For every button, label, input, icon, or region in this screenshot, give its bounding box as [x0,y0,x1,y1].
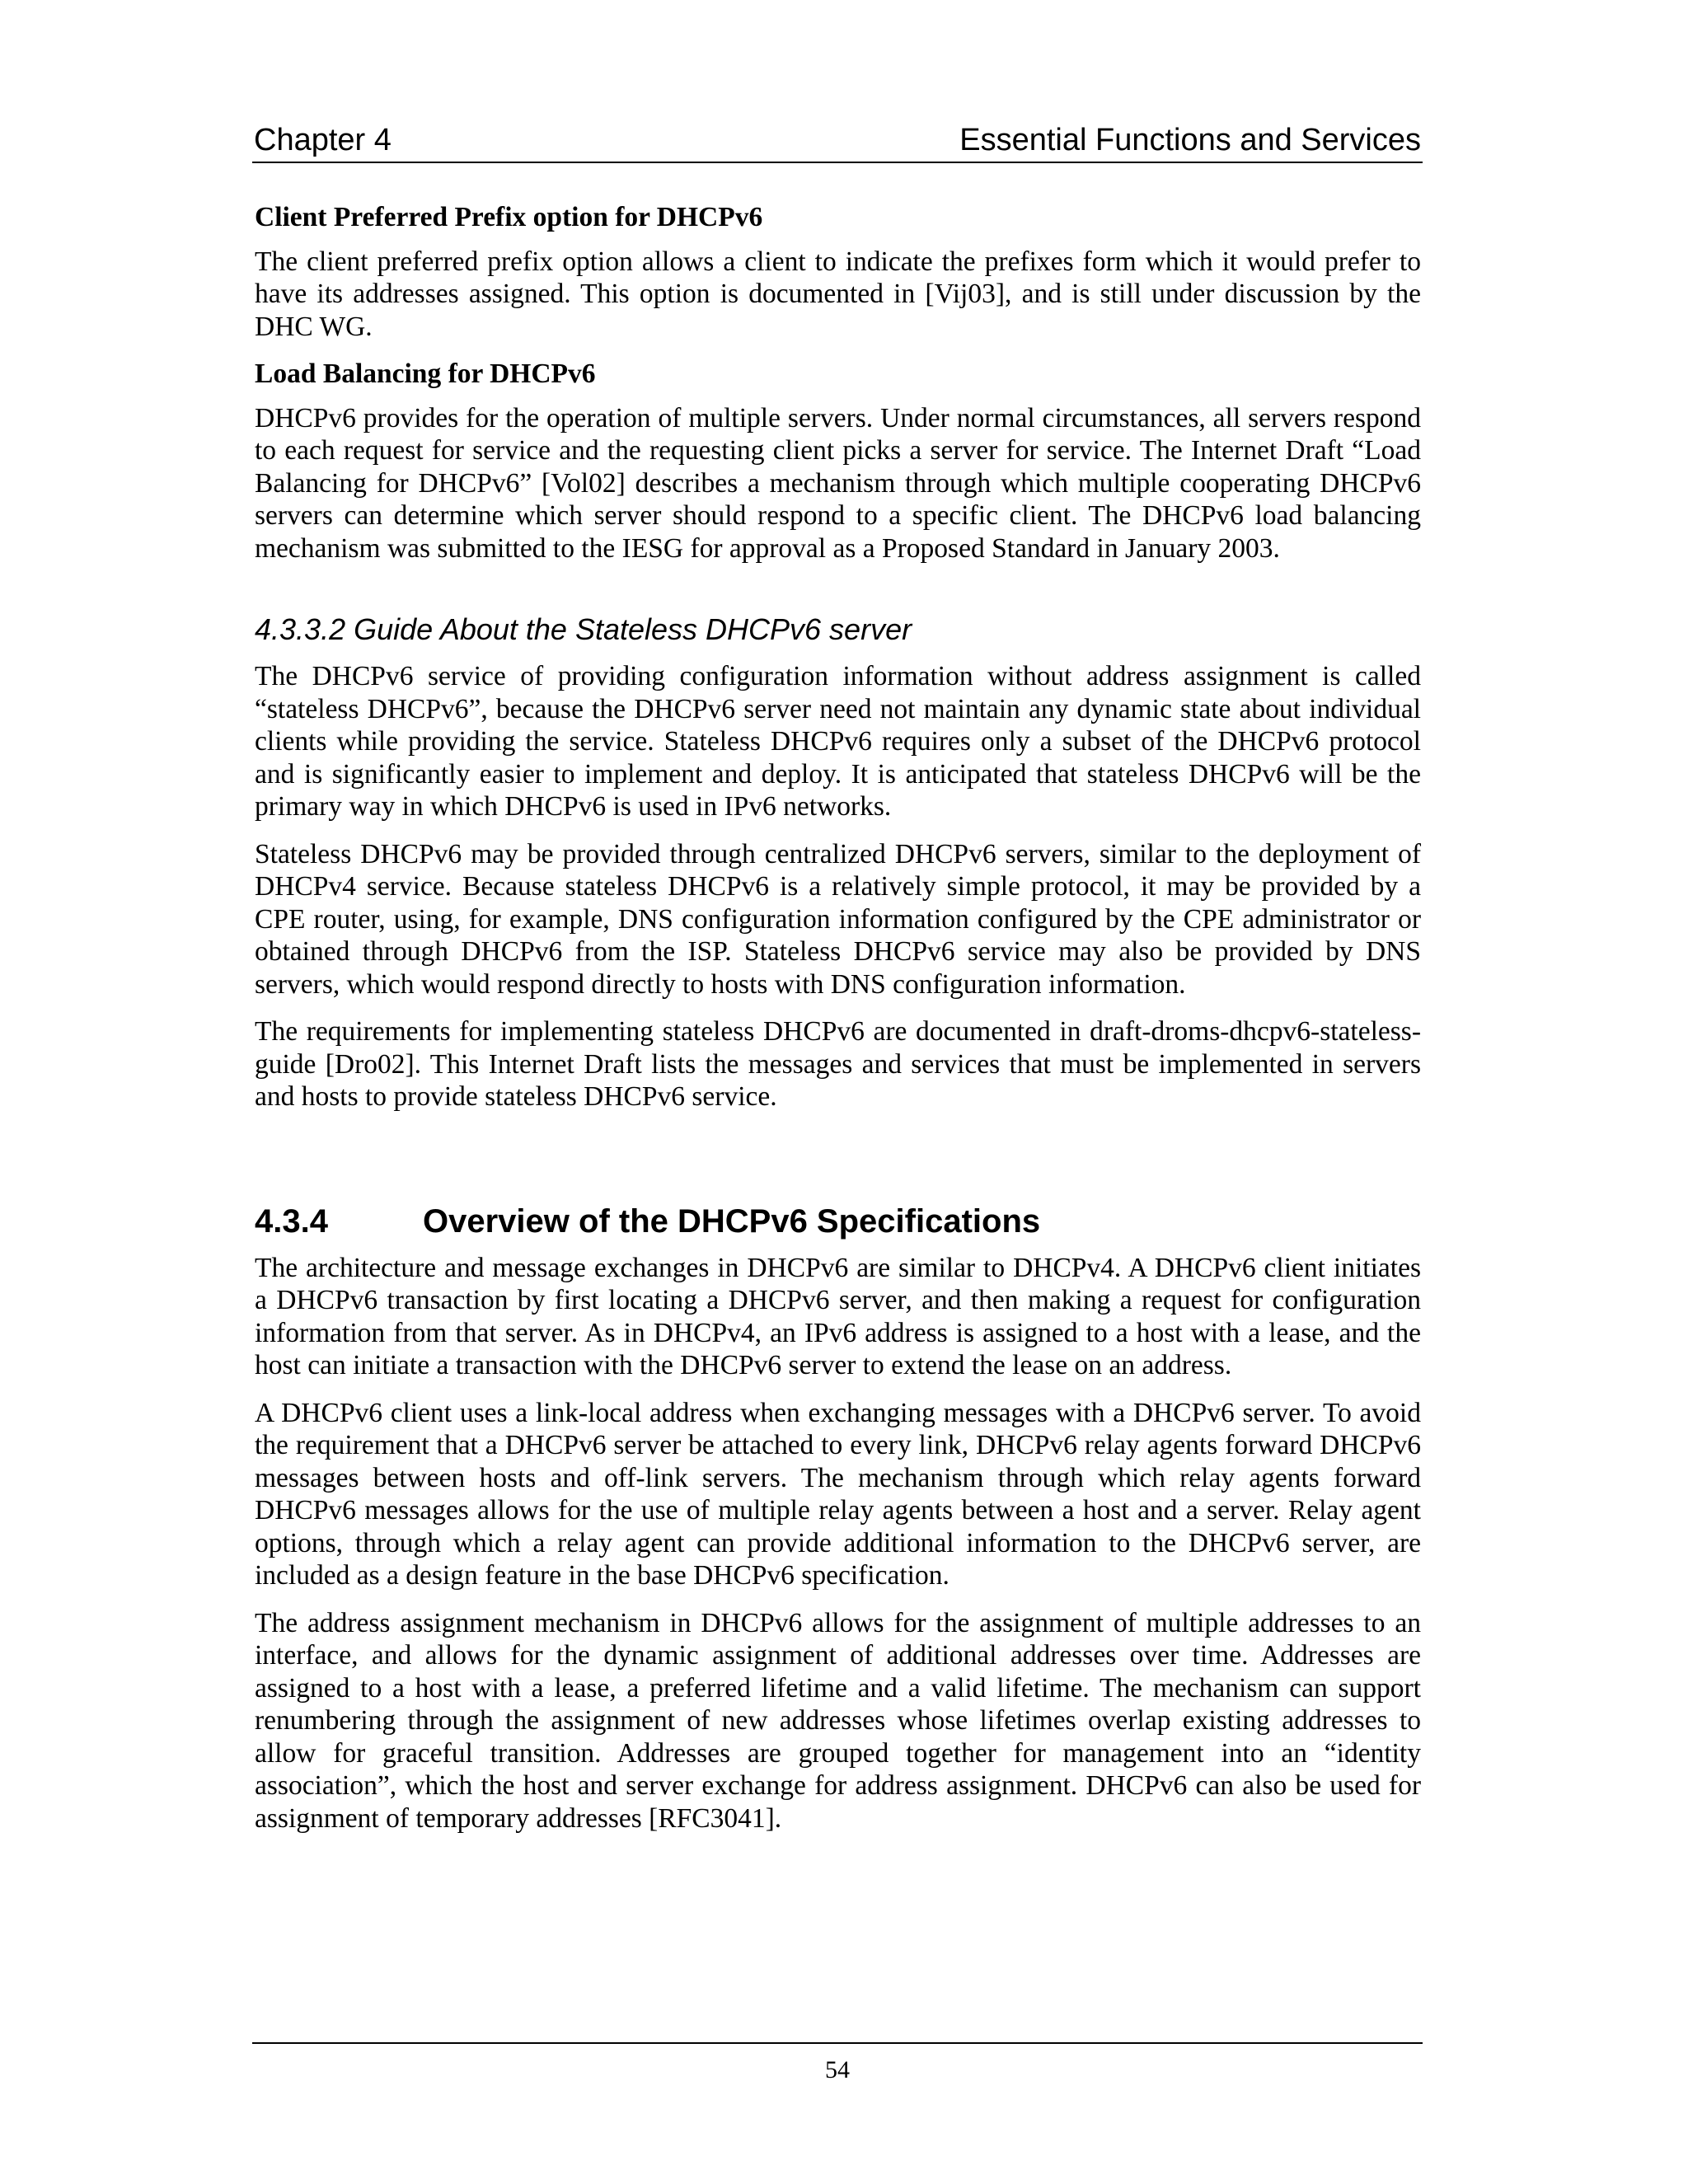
page-header [252,122,1423,163]
overview-paragraph-3: The address assignment mechanism in DHCPv6 allows for the assignment of multiple addresses to an interface, and allows for the dynamic assignment of additional addresses over time. Addresses are assigned to a host with a lease, a preferred lifetime and a valid lifetime. The mechanism can support renumbering through the assignment of new addresses whose lifetimes overlap existing addresses to allow for graceful transition. Addresses are grouped together for management into an “identity association”, which the host and server exchange for address assignment. DHCPv6 can also be used for assignment of temporary addresses [RFC3041]. [255,1607,1421,1834]
section-title: Overview of the DHCPv6 Specifications [423,1202,1041,1240]
stateless-paragraph-3: The requirements for implementing stateless DHCPv6 are documented in draft-droms-dhcpv6-stateless-guide [Dro02]. This Internet Draft lists the messages and services that must be implemented in servers and hosts to provide stateless DHCPv6 service. [255,1016,1421,1112]
page-number: 54 [825,2056,850,2083]
stateless-dhcpv6-subsection-heading: 4.3.3.2 Guide About the Stateless DHCPv6 server [255,612,912,646]
load-balancing-heading: Load Balancing for DHCPv6 [255,359,596,389]
header-chapter: Chapter 4 [254,123,392,157]
client-preferred-prefix-paragraph: The client preferred prefix option allows a client to indicate the prefixes form which it would prefer to have its addresses assigned. This option is documented in [Vij03], and is still under discussion by the DHC WG. [255,246,1421,342]
section-number: 4.3.4 [255,1202,328,1240]
stateless-paragraph-1: The DHCPv6 service of providing configuration information without address assignment is called “stateless DHCPv6”, because the DHCPv6 server need not maintain any dynamic state about individual clients while providing the service. Stateless DHCPv6 requires only a subset of the DHCPv6 protocol and is significantly easier to implement and deploy. It is anticipated that stateless DHCPv6 will be the primary way in which DHCPv6 is used in IPv6 networks. [255,661,1421,822]
overview-paragraph-1: The architecture and message exchanges in DHCPv6 are similar to DHCPv4. A DHCPv6 client initiates a DHCPv6 transaction by first locating a DHCPv6 server, and then making a request for configuration information from that server. As in DHCPv4, an IPv6 address is assigned to a host with a lease, and the host can initiate a transaction with the DHCPv6 server to extend the lease on an address. [255,1252,1421,1380]
client-preferred-prefix-heading: Client Preferred Prefix option for DHCPv6 [255,202,763,232]
page-footer [252,2042,1423,2085]
load-balancing-paragraph: DHCPv6 provides for the operation of multiple servers. Under normal circumstances, all servers respond to each request for service and the requesting client picks a server for service. The Internet Draft “Load Balancing for DHCPv6” [Vol02] describes a mechanism through which multiple cooperating DHCPv6 servers can determine which server should respond to a specific client. The DHCPv6 load balancing mechanism was submitted to the IESG for approval as a Proposed Standard in January 2003. [255,402,1421,564]
stateless-paragraph-2: Stateless DHCPv6 may be provided through centralized DHCPv6 servers, similar to the deployment of DHCPv4 service. Because stateless DHCPv6 is a relatively simple protocol, it may be provided by a CPE router, using, for example, DNS configuration information configured by the CPE administrator or obtained through DHCPv6 from the ISP. Stateless DHCPv6 service may also be provided by DNS servers, which would respond directly to hosts with DNS configuration information. [255,838,1421,1000]
header-chapter-title: Essential Functions and Services [959,123,1421,157]
page-content [255,201,1421,1835]
overview-paragraph-2: A DHCPv6 client uses a link-local address when exchanging messages with a DHCPv6 server. To avoid the requirement that a DHCPv6 server be attached to every link, DHCPv6 relay agents forward DHCPv6 messages between hosts and off-link servers. The mechanism through which relay agents forward DHCPv6 messages allows for the use of multiple relay agents between a host and a server. Relay agent options, through which a relay agent can provide additional information to the DHCPv6 server, are included as a design feature in the base DHCPv6 specification. [255,1397,1421,1591]
overview-section-heading [255,1202,1421,1240]
